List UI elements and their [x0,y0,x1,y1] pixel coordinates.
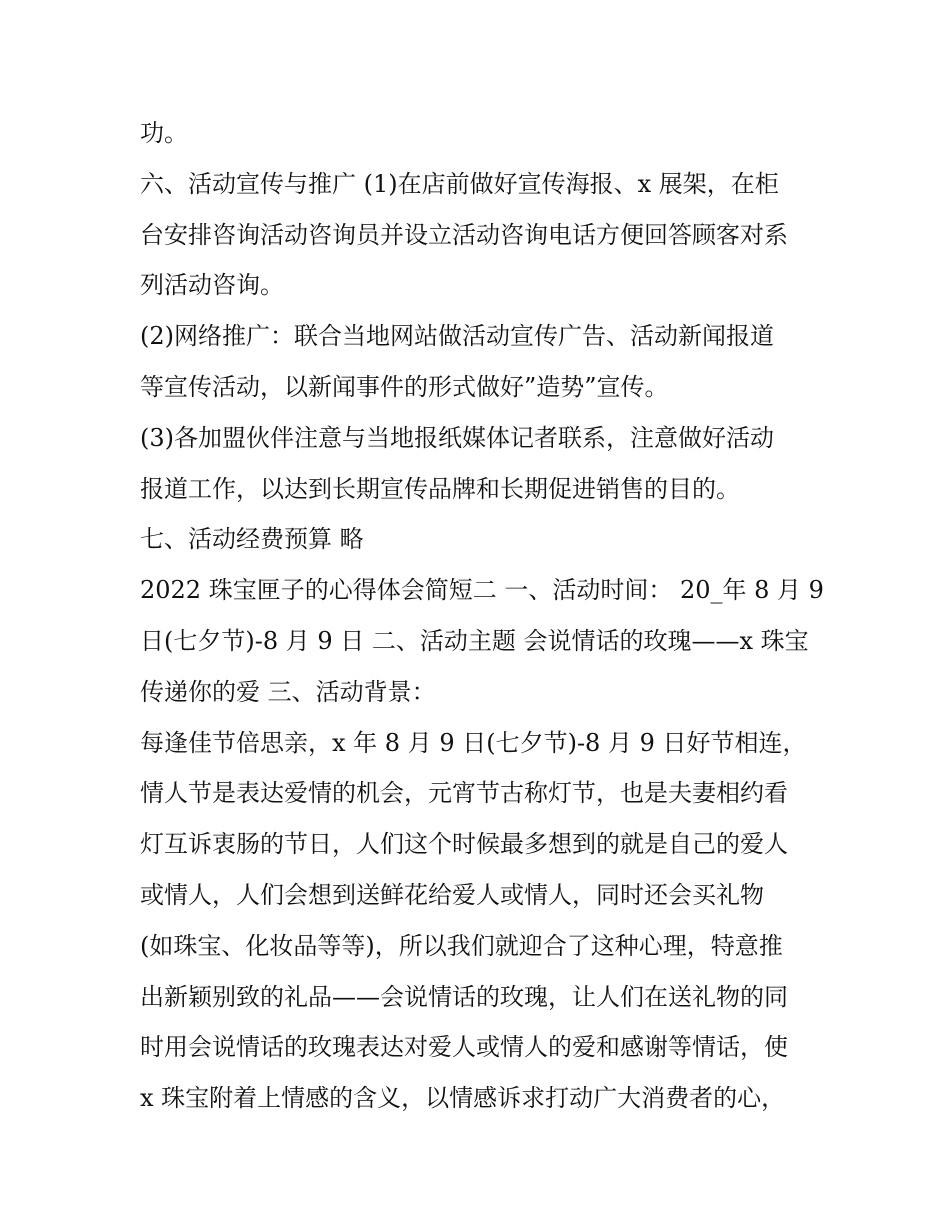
text-line: 传递你的爱 三、活动背景： [140,677,436,706]
text-line: 日(七夕节)-8 月 9 日 二、活动主题 会说情话的玫瑰——x 珠宝 [140,626,809,655]
text-line: 时用会说情话的玫瑰表达对爱人或情人的爱和感谢等情话，使 [140,1033,788,1062]
text-line: x 珠宝附着上情感的含义，以情感诉求打动广大消费者的心， [140,1084,786,1113]
text-line: 等宣传活动，以新闻事件的形式做好”造势”宣传。 [140,372,669,401]
text-line: 出新颖别致的礼品——会说情话的玫瑰，让人们在送礼物的同 [140,982,788,1011]
text-line: (2)网络推广：联合当地网站做活动宣传广告、活动新闻报道 [140,322,774,351]
text-line: 情人节是表达爱情的机会，元宵节古称灯节，也是夫妻相约看 [140,779,788,808]
text-line: 六、活动宣传与推广 (1)在店前做好宣传海报、x 展架，在柜 [140,169,779,198]
text-line: (3)各加盟伙伴注意与当地报纸媒体记者联系，注意做好活动 [140,423,774,452]
text-line: 或情人，人们会想到送鲜花给爱人或情人，同时还会买礼物 [140,880,764,909]
text-line: 报道工作，以达到长期宣传品牌和长期促进销售的目的。 [140,474,740,503]
text-line: 列活动咨询。 [140,271,284,300]
section-heading: 七、活动经费预算 略 [140,525,364,554]
text-line: 台安排咨询活动咨询员并设立活动咨询电话方便回答顾客对系 [140,220,788,249]
body-text [140,108,824,1124]
text-line: (如珠宝、化妆品等等)，所以我们就迎合了这种心理，特意推 [140,931,783,960]
text-line: 灯互诉衷肠的节日，人们这个时候最多想到的就是自己的爱人 [140,830,788,859]
text-line: 2022 珠宝匣子的心得体会简短二 一、活动时间： 20_年 8 月 9 [140,576,824,605]
text-line: 功。 [140,119,188,147]
text-line: 每逢佳节倍思亲，x 年 8 月 9 日(七夕节)-8 月 9 日好节相连， [140,728,807,757]
